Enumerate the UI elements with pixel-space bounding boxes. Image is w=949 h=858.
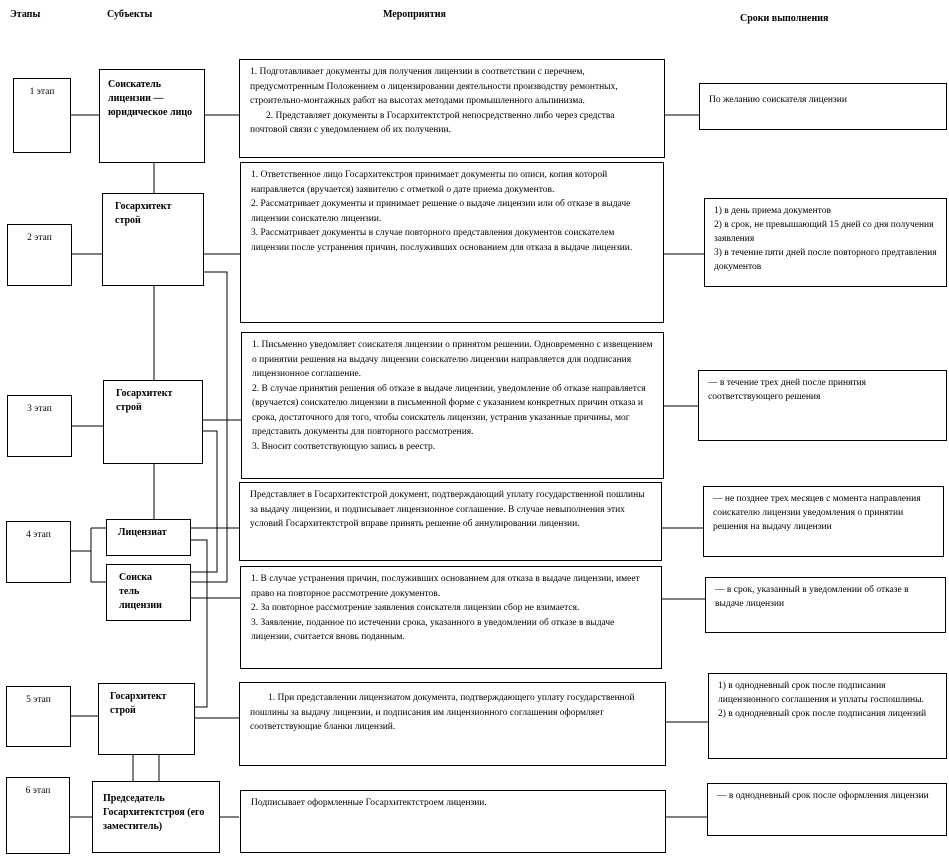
deadline-item: — в однодневный срок после оформления лицензии bbox=[717, 791, 929, 801]
deadline-item: 2) в срок, не превышающий 15 дней со дня получения заявления bbox=[714, 220, 934, 244]
activity-item: 1. При представлении лицензиатом документа, подтверждающего уплату государственной пошлины за выдачу лицензии, и подписания им лицензионного соглашения оформляет соответствующие бланки лицензий. bbox=[250, 693, 635, 732]
subject-licensee: Лицензиат bbox=[106, 519, 191, 556]
stage-3: 3 этап bbox=[7, 395, 72, 457]
deadline-item: По желанию соискателя лицензии bbox=[709, 95, 847, 105]
deadline-item: 2) в однодневный срок после подписания лицензий bbox=[718, 709, 927, 719]
deadline-stage-6 bbox=[707, 783, 947, 836]
stage-4: 4 этап bbox=[6, 521, 71, 583]
stage-2: 2 этап bbox=[7, 224, 72, 286]
subject-gosarchitektstroy: Госархитект строй bbox=[98, 683, 195, 755]
activity-item: 3. Вносит соответствующую запись в реестр. bbox=[252, 441, 436, 452]
activity-item: 3. Заявление, поданное по истечении срока, указанного в уведомлении об отказе в выдаче лицензии, считается вновь поданным. bbox=[251, 617, 615, 642]
deadline-item: 3) в течение пяти дней после повторного предтавления документов bbox=[714, 248, 937, 272]
activity-item: Подписывает оформленные Госархитектстроем лицензии. bbox=[251, 798, 487, 808]
activity-stage-2 bbox=[240, 162, 664, 323]
activity-stage-3 bbox=[241, 332, 664, 479]
deadline-stage-4-applicant bbox=[705, 577, 946, 633]
header-subjects: Субъекты bbox=[107, 9, 153, 20]
deadline-item: — в течение трех дней после принятия соответствующего решения bbox=[708, 378, 867, 402]
activity-item: 1. В случае устранения причин, послуживших основанием для отказа в выдаче лицензии, имеет право на повторное рассмотрение документов. bbox=[251, 574, 640, 599]
subject-applicant-legal-entity: Соискатель лицензии — юридическое лицо bbox=[99, 69, 205, 163]
subject-gosarchitektstroy: Госархитект строй bbox=[102, 193, 204, 286]
activity-stage-5 bbox=[239, 682, 666, 766]
activity-item: 3. Рассматривает документы в случае повторного представления документов соискателем лицензии после устранения причин, послуживших основанием для отказа в выдаче лицензии. bbox=[251, 228, 633, 253]
subject-applicant: Соиска тель лицензии bbox=[106, 564, 191, 621]
deadline-item: — не позднее трех месяцев с момента направления соискателю лицензии уведомления о принятии решения на выдачу лицензии bbox=[713, 494, 921, 532]
subject-gosarchitektstroy: Госархитект строй bbox=[103, 380, 203, 464]
header-stages: Этапы bbox=[10, 9, 41, 20]
activity-item: 2. За повторное рассмотрение заявления соискателя лицензии сбор не взимается. bbox=[251, 603, 580, 613]
activity-stage-1 bbox=[239, 59, 665, 158]
activity-stage-4-licensee bbox=[239, 482, 662, 561]
activity-item: 1. Подготавливает документы для получения лицензии в соответствии с перечнем, предусмотренным Положением о лицензировании деятельности производству ремонтных, строительно-монтажных работ на высотах методами промышленного альпинизма. bbox=[250, 67, 618, 106]
deadline-stage-4-licensee bbox=[703, 486, 944, 557]
deadline-stage-3 bbox=[698, 370, 947, 441]
activity-item: Представляет в Госархитектстрой документ, подтверждающий уплату государственной пошлины за выдачу лицензии, и подписывает лицензионное соглашение. В случае невыполнения этих условий Госархитектстрой вправе принять решение об аннулировании лицензии. bbox=[250, 490, 645, 529]
activity-item: 1. Письменно уведомляет соискателя лицензии о принятом решении. Одновременно с извещением о принятии решения на выдачу лицензии соискателю лицензии направляется для подписания лицензионное соглашение. bbox=[252, 340, 653, 379]
deadline-item: — в срок, указанный в уведомлении об отказе в выдаче лицензии bbox=[715, 585, 909, 609]
deadline-stage-5 bbox=[708, 673, 947, 759]
activity-stage-6 bbox=[240, 790, 666, 853]
deadline-item: 1) в день приема документов bbox=[714, 206, 831, 216]
subject-chairman: Председатель Госархитектстроя (его заместитель) bbox=[92, 781, 220, 853]
activity-item: 2. Рассматривает документы и принимает решение о выдаче лицензии или об отказе в выдаче лицензии соискателю лицензии. bbox=[251, 199, 631, 224]
deadline-stage-2 bbox=[704, 198, 947, 287]
header-activities: Мероприятия bbox=[383, 9, 446, 20]
activity-item: 2. В случае принятия решения об отказе в выдаче лицензии, уведомление об отказе направляется (вручается) соискателю лицензии в письменной форме с указанием конкретных причин отказа и срока, достаточного для того, чтобы соискатель лицензии, устранив указанные причины, мог представить документы для повторного рассмотрения. bbox=[252, 383, 646, 437]
header-deadlines: Сроки выполнения bbox=[740, 13, 829, 24]
stage-1: 1 этап bbox=[13, 78, 71, 153]
activity-item: 2. Представляет документы в Госархитектстрой непосредственно либо через средства почтовой связи с уведомлением об их получении. bbox=[250, 110, 615, 135]
activity-item: 1. Ответственное лицо Госархитекстроя принимает документы по описи, копия которой направляется (вручается) заявителю с отметкой о дате приема документов. bbox=[251, 170, 608, 195]
stage-6: 6 этап bbox=[6, 777, 70, 854]
stage-5: 5 этап bbox=[6, 686, 71, 747]
activity-stage-4-applicant bbox=[240, 566, 662, 669]
deadline-item: 1) в однодневный срок после подписания лицензионного соглашения и уплаты госпошлины. bbox=[718, 681, 924, 705]
deadline-stage-1 bbox=[699, 83, 947, 130]
